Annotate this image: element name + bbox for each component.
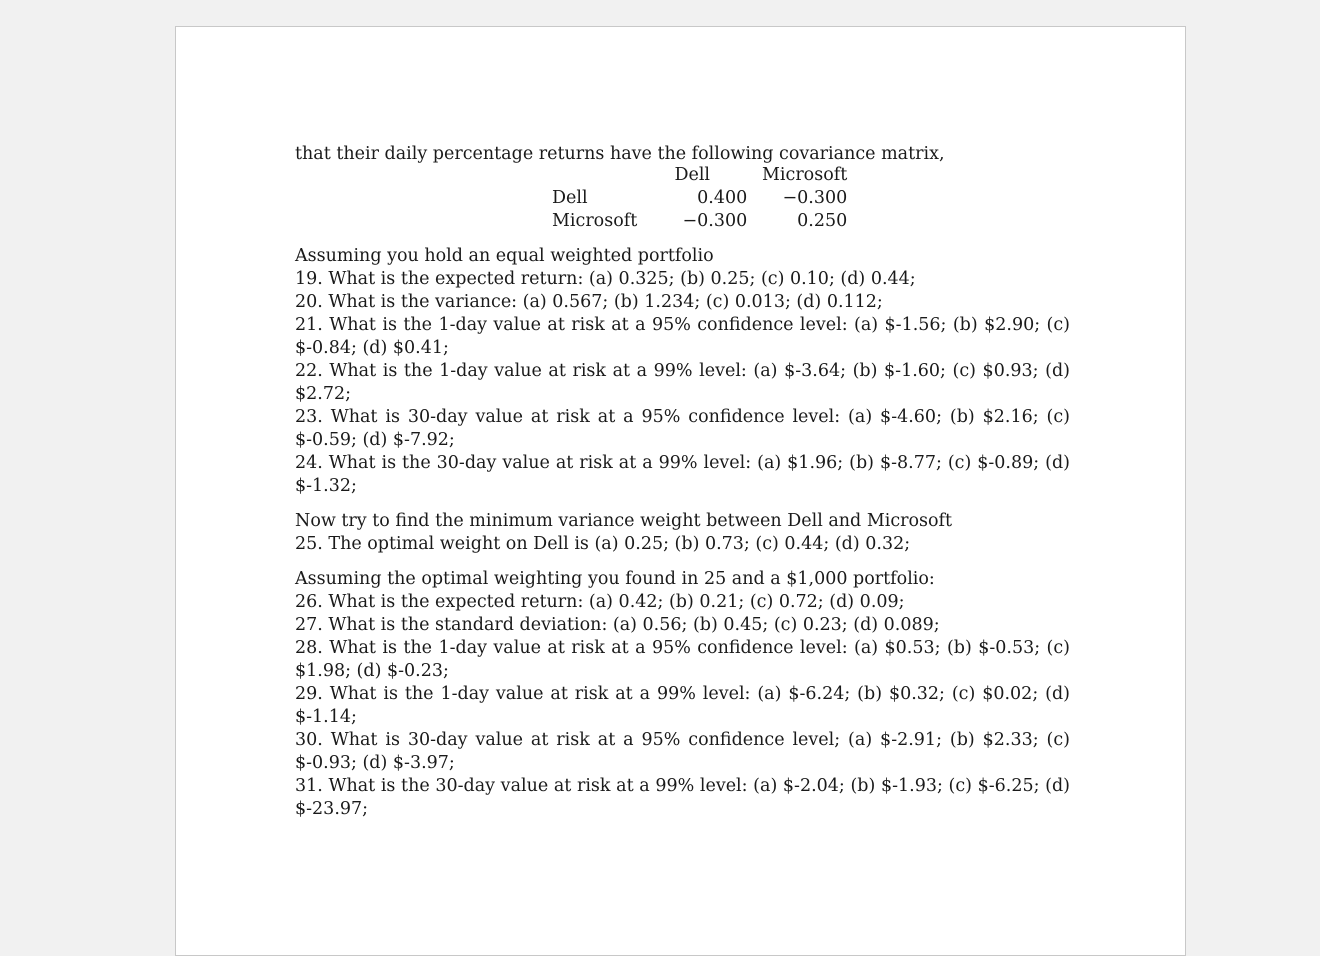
question-item: 21. What is the 1-day value at risk at a 95% confidence level: (a) $-1.56; (b) $2.90; (c) $-0.84; (d) $0.41; bbox=[295, 315, 1070, 358]
document-page bbox=[175, 26, 1186, 956]
question-item: 25. The optimal weight on Dell is (a) 0.25; (b) 0.73; (c) 0.44; (d) 0.32; bbox=[295, 534, 911, 554]
section-equal-weight bbox=[295, 245, 1070, 498]
matrix-cell: 0.250 bbox=[797, 211, 848, 231]
covariance-matrix bbox=[552, 164, 847, 233]
matrix-cell: −0.300 bbox=[682, 211, 748, 231]
section-heading: Assuming the optimal weighting you found in 25 and a $1,000 portfolio: bbox=[295, 569, 935, 589]
page-content bbox=[295, 143, 1070, 821]
matrix-row bbox=[552, 210, 847, 233]
matrix-col-header: Microsoft bbox=[762, 165, 848, 185]
question-item: 19. What is the expected return: (a) 0.325; (b) 0.25; (c) 0.10; (d) 0.44; bbox=[295, 269, 916, 289]
matrix-col-header: Dell bbox=[674, 165, 711, 185]
intro-text: that their daily percentage returns have the following covariance matrix, bbox=[295, 144, 945, 164]
matrix-corner bbox=[552, 164, 637, 187]
matrix-cell: −0.300 bbox=[782, 188, 848, 208]
question-item: 22. What is the 1-day value at risk at a 99% level: (a) $-3.64; (b) $-1.60; (c) $0.93; (d) $2.72; bbox=[295, 361, 1070, 404]
matrix-row bbox=[552, 187, 847, 210]
question-item: 27. What is the standard deviation: (a) 0.56; (b) 0.45; (c) 0.23; (d) 0.089; bbox=[295, 615, 940, 635]
matrix-cell: 0.400 bbox=[697, 188, 748, 208]
question-item: 30. What is 30-day value at risk at a 95% confidence level; (a) $-2.91; (b) $2.33; (c) $-0.93; (d) $-3.97; bbox=[295, 730, 1070, 773]
section-heading: Now try to find the minimum variance weight between Dell and Microsoft bbox=[295, 511, 953, 531]
matrix-row-label: Microsoft bbox=[552, 211, 638, 231]
question-item: 26. What is the expected return: (a) 0.42; (b) 0.21; (c) 0.72; (d) 0.09; bbox=[295, 592, 905, 612]
question-item: 24. What is the 30-day value at risk at a 99% level: (a) $1.96; (b) $-8.77; (c) $-0.89; (d) $-1.32; bbox=[295, 453, 1070, 496]
question-item: 23. What is 30-day value at risk at a 95% confidence level: (a) $-4.60; (b) $2.16; (c) $-0.59; (d) $-7.92; bbox=[295, 407, 1070, 450]
matrix-row-label: Dell bbox=[552, 188, 588, 208]
question-item: 28. What is the 1-day value at risk at a 95% confidence level: (a) $0.53; (b) $-0.53; (c) $1.98; (d) $-0.23; bbox=[295, 638, 1070, 681]
question-item: 20. What is the variance: (a) 0.567; (b) 1.234; (c) 0.013; (d) 0.112; bbox=[295, 292, 883, 312]
section-min-variance bbox=[295, 510, 1070, 556]
section-optimal-weight bbox=[295, 568, 1070, 821]
question-item: 31. What is the 30-day value at risk at a 99% level: (a) $-2.04; (b) $-1.93; (c) $-6.25; (d) $-23.97; bbox=[295, 776, 1070, 819]
question-item: 29. What is the 1-day value at risk at a 99% level: (a) $-6.24; (b) $0.32; (c) $0.02; (d) $-1.14; bbox=[295, 684, 1070, 727]
section-heading: Assuming you hold an equal weighted portfolio bbox=[295, 246, 714, 266]
